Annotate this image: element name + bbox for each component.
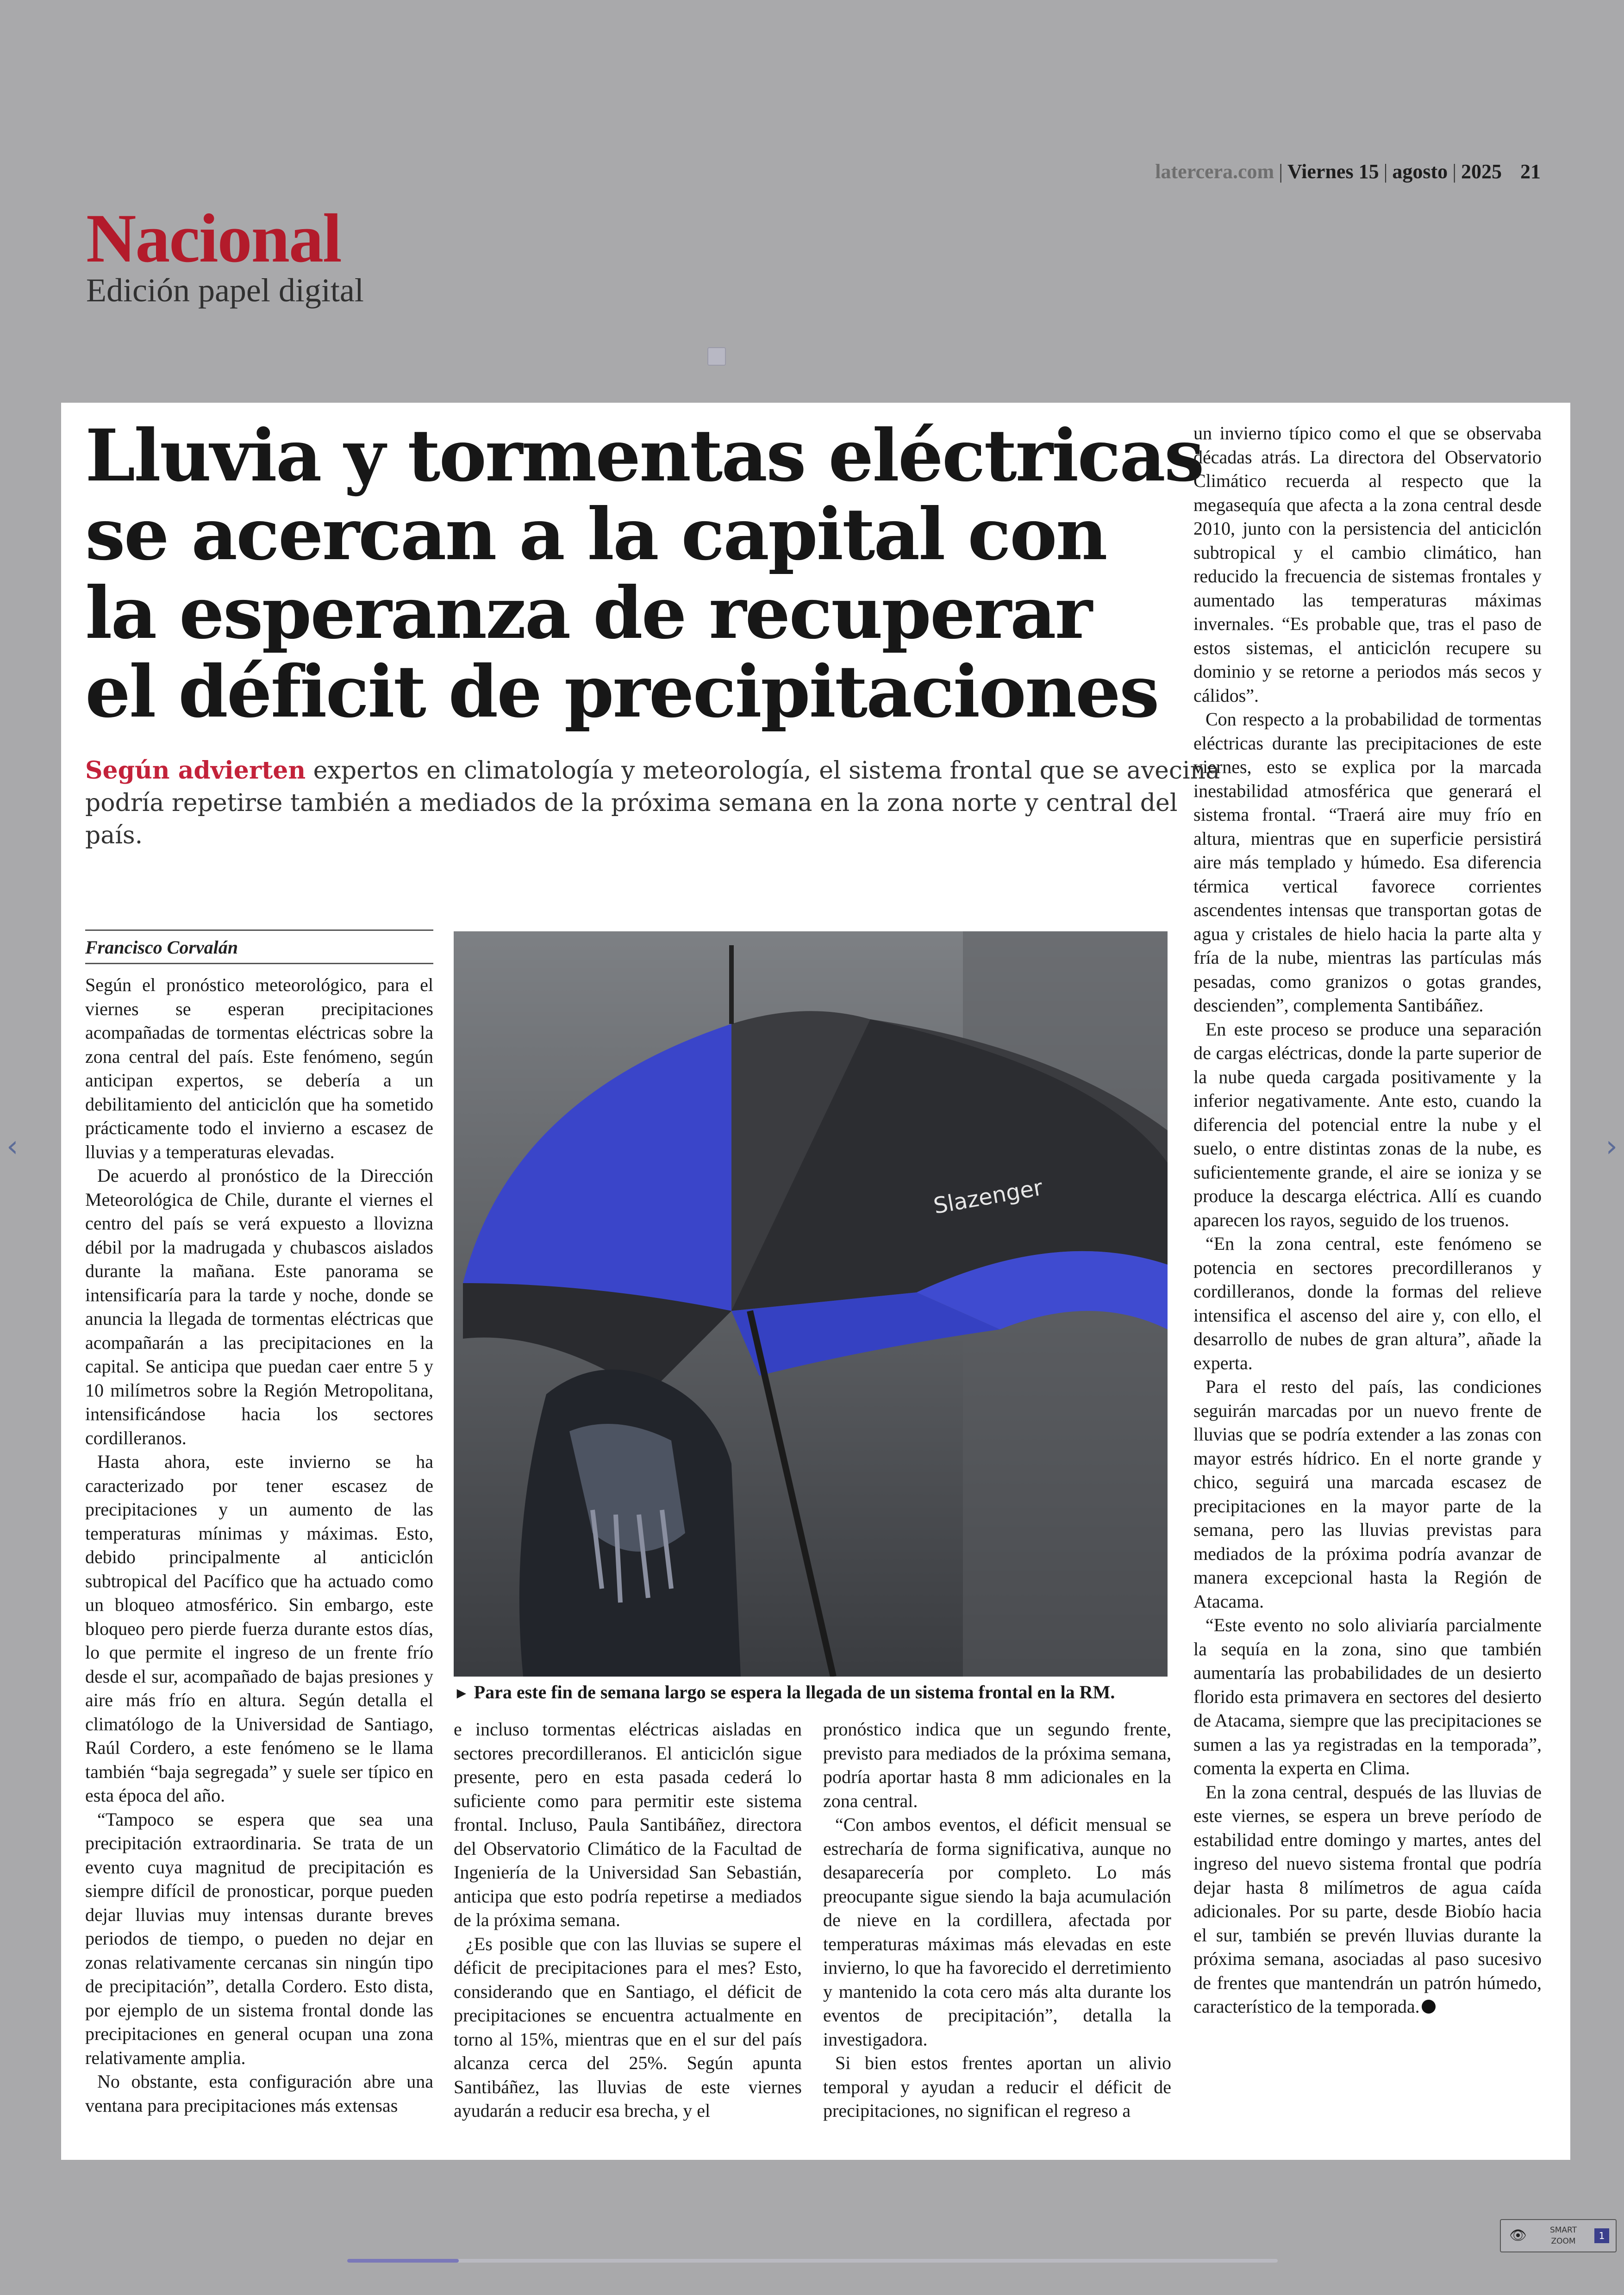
article-column-2 [454, 1717, 802, 2123]
page-marker-icon[interactable] [707, 347, 726, 366]
caption-arrow-icon: ► [454, 1685, 469, 1702]
article-headline [85, 414, 1219, 734]
paragraph: Hasta ahora, este invierno se ha caracterizado por tener escasez de precipitaciones y un aumento de las temperaturas mínimas y máximas. Esto, debido principalmente al anticiclón subtropical del Pacífico que ha actuado como un bloqueo atmosférico. Sin embargo, este bloqueo pero pierde fuerza durante estos días, lo que permite el ingreso de un frente frío desde el sur, acompañado de bajas presiones y aire más frío en altura. Según detalla el climatólogo de la Universidad de Santiago, Raúl Cordero, a este fenómeno se le llama también “baja segregada” y suele ser típico en esta época del año. [85, 1451, 433, 1806]
edition-subtitle: Edición papel digital [86, 272, 364, 309]
page-progress-bar[interactable] [347, 2259, 1278, 2263]
paragraph: Según el pronóstico meteorológico, para el viernes se esperan precipitaciones acompañadas de tormentas eléctricas sobre la zona central del país. Este fenómeno, según anticipan expertos, se debería a un debilitamiento del anticiclón que ha sometido prácticamente todo el invierno a escasez de lluvias y a temperaturas elevadas. [85, 974, 433, 1162]
end-of-article-icon [1422, 2000, 1436, 2014]
byline: Francisco Corvalán [85, 929, 433, 964]
headline-line: el déficit de precipitaciones [85, 650, 1158, 734]
paragraph: un invierno típico como el que se observaba décadas atrás. La directora del Observatorio Climático recuerda al respecto que la megasequía que afecta a la zona central desde 2010, junto con la persistencia del anticiclón subtropical y el cambio climático, han reducido la frecuencia de sistemas frontales y aumentado las temperaturas máximas invernales. “Es probable que, tras el paso de estos sistemas, el anticiclón recupere su dominio y se retorne a periodos más secos y cálidos”. [1193, 423, 1542, 706]
paragraph: pronóstico indica que un segundo frente, previsto para mediados de la próxima semana, podría aportar hasta 8 mm adicionales en la zona central. [823, 1719, 1171, 1811]
paragraph: ¿Es posible que con las lluvias se supere el déficit de precipitaciones para el mes? Esto, considerando que en Santiago, el déficit de precipitaciones se encuentra actualmente en torno al 15%, mientras que en el sur del país alcanza cerca del 25%. Según apunta Santibáñez, las lluvias de este viernes ayudarán a reducir esa brecha, y el [454, 1933, 802, 2121]
paragraph: “Tampoco se espera que sea una precipitación extraordinaria. Se trata de un evento cuya magnitud de precipitación es siempre difícil de pronosticar, porque pueden dejar lluvias muy intensas durante breves periodos de tiempo, o pueden no dejar en zonas relativamente cercanas sin ningún tipo de precipitación”, detalla Cordero. Esto dista, por ejemplo de un sistema frontal donde las precipitaciones en general ocupan una zona relativamente amplia. [85, 1809, 433, 2068]
site-name: latercera.com [1155, 160, 1274, 183]
paragraph: e incluso tormentas eléctricas aisladas en sectores precordilleranos. El anticiclón sigue presente, pero en esta pasada cederá lo suficiente como para permitir este sistema frontal. Incluso, Paula Santibáñez, directora del Observatorio Climático de la Facultad de Ingeniería de la Universidad San Sebastián, anticipa que esto podría repetirse a mediados de la próxima semana. [454, 1719, 802, 1930]
caption-text: Para este fin de semana largo se espera la llegada de un sistema frontal en la RM. [474, 1682, 1115, 1703]
article-photo [454, 931, 1168, 1677]
issue-meta: latercera.com | Viernes 15 | agosto | 2025 21 [1155, 160, 1541, 183]
paragraph: “En la zona central, este fenómeno se potencia en sectores precordilleranos y cordilleranos, donde la formas del relieve intensifica el ascenso del aire y, con ello, el desarrollo de nubes de gran altura”, añade la experta. [1193, 1233, 1542, 1373]
umbrella-photo-illustration [454, 931, 1168, 1677]
eye-icon: 👁 [1509, 2227, 1527, 2244]
paragraph [1193, 1780, 1542, 2019]
article-column-4 [1193, 421, 1542, 2019]
paragraph: Con respecto a la probabilidad de tormentas eléctricas durante las precipitaciones de este viernes, esto se explica por la marcada inestabilidad atmosférica que generará el sistema frontal. “Traerá aire muy frío en altura, mientras que en superficie persistirá aire más templado y húmedo. Esa diferencia térmica vertical favorece corrientes ascendentes intensas que transportan gotas de agua y cristales de hielo hacia la parte alta y fría de la nube, mientras las partículas más pesadas, como granizos o gotas grandes, descienden”, complementa Santibáñez. [1193, 709, 1542, 1016]
article-column-3 [823, 1717, 1171, 2123]
headline-line: Lluvia y tormentas eléctricas [85, 414, 1203, 498]
photo-caption [454, 1681, 1168, 1703]
issue-day: Viernes 15 [1287, 160, 1379, 183]
newspaper-page [61, 403, 1570, 2160]
chevron-left-icon[interactable]: ‹ [6, 1129, 19, 1164]
issue-year: 2025 [1461, 160, 1502, 183]
section-title: Nacional [86, 200, 341, 277]
issue-month: agosto [1392, 160, 1448, 183]
smart-zoom-badge: 1 [1594, 2228, 1609, 2243]
paragraph: De acuerdo al pronóstico de la Dirección Meteorológica de Chile, durante el viernes el centro del país se verá expuesto a llovizna débil por la madrugada y chubascos aislados durante la mañana. Este panorama se intensificaría para la tarde y noche, donde se anuncia la llegada de tormentas eléctricas que acompañarán a las precipitaciones en la capital. Se anticipa que puedan caer entre 5 y 10 milímetros sobre la Región Metropolitana, intensificándose hacia los sectores cordilleranos. [85, 1165, 433, 1448]
article-deck [85, 755, 1229, 852]
article-column-1 [85, 973, 433, 2117]
headline-line: se acercan a la capital con [85, 493, 1106, 576]
paragraph: Para el resto del país, las condiciones seguirán marcadas por un nuevo frente de lluvias que se podría extender a las zonas con mayor estrés hídrico. En el norte grande y chico, seguirá una marcada escasez de precipitaciones en la mayor parte de la semana, pero las lluvias previstas para mediados de la próxima podría avanzar de manera excepcional hasta la Región de Atacama. [1193, 1376, 1542, 1612]
deck-text: expertos en climatología y meteorología, el sistema frontal que se avecina podría repetirse también a mediados de la próxima semana en la zona norte y central del país. [85, 757, 1220, 849]
page-number: 21 [1520, 160, 1541, 183]
paragraph: En este proceso se produce una separación de cargas eléctricas, donde la parte superior de la nube queda cargada positivamente y la inferior negativamente. Ante esto, cuando la diferencia del potencial entre la nube y el suelo, o entre distintas zonas de la nube, es suficientemente grande, el aire se ioniza y se produce la descarga eléctrica. Allí es cuando aparecen los rayos, seguido de los truenos. [1193, 1018, 1542, 1230]
smart-zoom-button[interactable] [1500, 2219, 1617, 2252]
umbrella-brand: Slazenger [931, 1174, 1045, 1219]
paragraph: “Con ambos eventos, el déficit mensual se estrecharía de forma significativa, aunque no desaparecería por completo. Lo más preocupante sigue siendo la baja acumulación de nieve en la cordillera, afectada por temperaturas máximas más elevadas en este invierno, lo que ha favorecido el derretimiento y mantenido la cota cero más alta durante los eventos de precipitación”, detalla la investigadora. [823, 1814, 1171, 2050]
headline-line: la esperanza de recuperar [85, 571, 1091, 655]
page-progress-fill [347, 2259, 459, 2263]
paragraph: “Este evento no solo aliviaría parcialmente la sequía en la zona, sino que también aumentaría las probabilidades de un desierto florido esta primavera en sectores del desierto de Atacama, siempre que las precipitaciones se sumen a las ya registradas en la temporada”, comenta la experta en Clima. [1193, 1615, 1542, 1778]
paragraph: Si bien estos frentes aportan un alivio temporal y ayudan a reducir el déficit de precipitaciones, no significan el regreso a [823, 2052, 1171, 2121]
paragraph: No obstante, esta configuración abre una ventana para precipitaciones más extensas [85, 2071, 433, 2116]
chevron-right-icon[interactable]: › [1605, 1129, 1618, 1164]
deck-kicker: Según advierten [85, 756, 306, 785]
smart-zoom-label: SMART ZOOM [1549, 2226, 1577, 2246]
paragraph-text: En la zona central, después de las lluvias de este viernes, se espera un breve período de estabilidad entre domingo y martes, antes del ingreso del nuevo sistema frontal que podría dejar hasta 8 milímetros de agua caída adicionales. Por su parte, desde Biobío hacia el sur, también se prevén lluvias durante la próxima semana, asociadas al paso sucesivo de frentes que mantendrán un patrón húmedo, característico de la temporada. [1193, 1781, 1542, 2017]
